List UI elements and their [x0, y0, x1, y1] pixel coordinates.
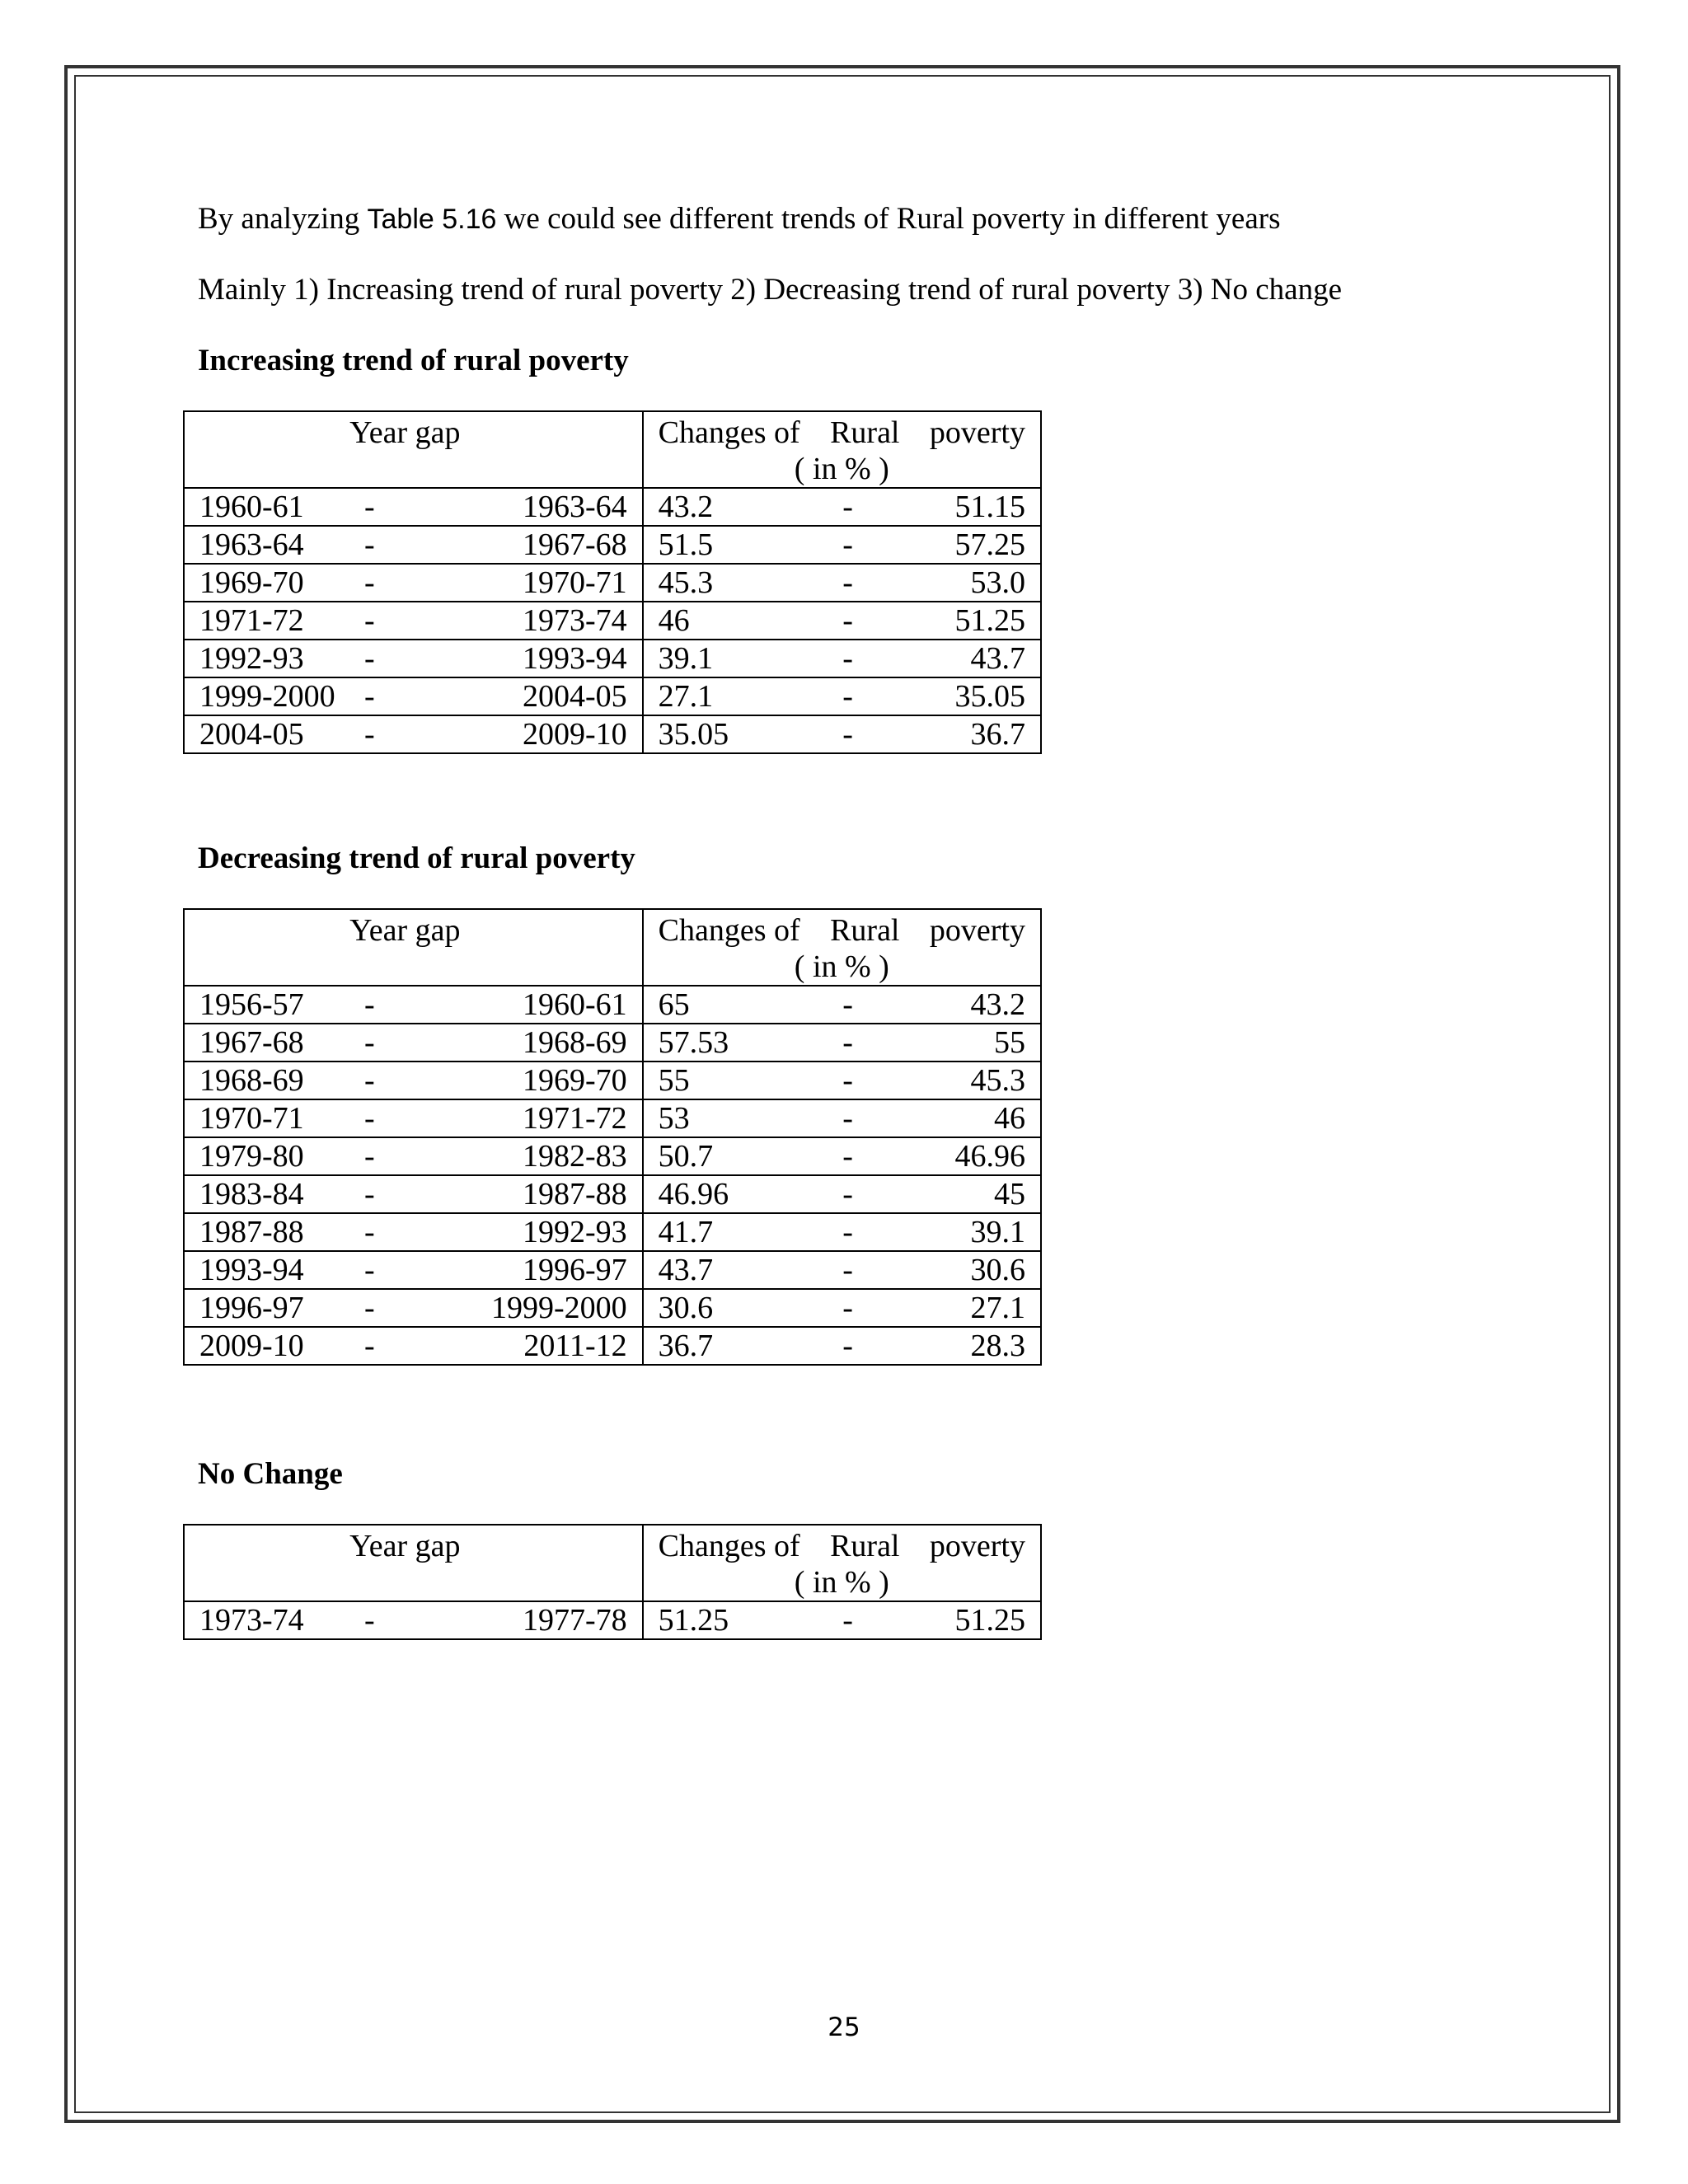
table-row — [184, 1137, 1041, 1175]
table-row — [184, 1213, 1041, 1251]
year-from: 1993-94 — [199, 1253, 304, 1287]
table-row — [184, 1327, 1041, 1365]
year-to: 1993-94 — [522, 641, 627, 676]
year-gap-header-cell — [184, 909, 643, 986]
table-reference: Table 5.16 — [367, 204, 497, 235]
rural-label: Rural — [830, 415, 900, 450]
year-to: 1971-72 — [522, 1101, 627, 1136]
poverty-label: poverty — [929, 415, 1025, 450]
poverty-from: 46 — [658, 603, 690, 638]
unit-label: ( in % ) — [794, 949, 889, 984]
poverty-from: 35.05 — [658, 717, 729, 752]
year-gap-cell — [184, 1601, 643, 1639]
poverty-separator: - — [842, 1063, 853, 1098]
year-gap-cell — [184, 1024, 643, 1062]
year-to: 1992-93 — [522, 1215, 627, 1249]
changes-of-label: Changes of — [658, 415, 800, 450]
table-row — [184, 1062, 1041, 1099]
poverty-change-cell — [643, 1289, 1041, 1327]
poverty-change-cell — [643, 677, 1041, 715]
year-to: 1970-71 — [522, 565, 627, 600]
poverty-change-cell — [643, 1327, 1041, 1365]
table-row — [184, 715, 1041, 753]
poverty-to: 46.96 — [954, 1139, 1025, 1174]
poverty-separator: - — [842, 565, 853, 600]
year-from: 2004-05 — [199, 717, 304, 752]
poverty-separator: - — [842, 1215, 853, 1249]
intro-line-2: Mainly 1) Increasing trend of rural poverty 2) Decreasing trend of rural poverty 3) No change — [198, 273, 1343, 307]
poverty-to: 46 — [994, 1101, 1025, 1136]
table-row — [184, 1099, 1041, 1137]
year-separator: - — [364, 987, 375, 1022]
poverty-separator: - — [842, 1603, 853, 1638]
year-from: 1956-57 — [199, 987, 304, 1022]
poverty-separator: - — [842, 527, 853, 562]
year-from: 1971-72 — [199, 603, 304, 638]
year-from: 1983-84 — [199, 1177, 304, 1212]
year-to: 1969-70 — [522, 1063, 627, 1098]
year-separator: - — [364, 1101, 375, 1136]
year-from: 1987-88 — [199, 1215, 304, 1249]
poverty-from: 50.7 — [658, 1139, 714, 1174]
table-row — [184, 1175, 1041, 1213]
poverty-from: 45.3 — [658, 565, 714, 600]
year-gap-cell — [184, 715, 643, 753]
poverty-from: 53 — [658, 1101, 690, 1136]
poverty-change-cell — [643, 564, 1041, 602]
poverty-separator: - — [842, 1101, 853, 1136]
unit-label: ( in % ) — [794, 1565, 889, 1600]
poverty-to: 45.3 — [970, 1063, 1025, 1098]
year-separator: - — [364, 1139, 375, 1174]
poverty-from: 51.5 — [658, 527, 714, 562]
year-gap-cell — [184, 986, 643, 1024]
year-gap-cell — [184, 1175, 643, 1213]
intro-text-end: we could see different trends of Rural poverty in different years — [496, 202, 1281, 236]
poverty-change-cell — [643, 1175, 1041, 1213]
increasing-heading: Increasing trend of rural poverty — [198, 344, 629, 377]
table-row — [184, 1601, 1041, 1639]
year-to: 2009-10 — [522, 717, 627, 752]
year-separator: - — [364, 527, 375, 562]
table-row — [184, 1024, 1041, 1062]
year-to: 1977-78 — [522, 1603, 627, 1638]
year-separator: - — [364, 1329, 375, 1363]
year-separator: - — [364, 1063, 375, 1098]
poverty-to: 35.05 — [954, 679, 1025, 714]
year-from: 1967-68 — [199, 1025, 304, 1060]
poverty-from: 41.7 — [658, 1215, 714, 1249]
year-separator: - — [364, 1025, 375, 1060]
poverty-from: 55 — [658, 1063, 690, 1098]
year-gap-header-cell — [184, 411, 643, 488]
year-separator: - — [364, 1253, 375, 1287]
intro-text-start: By analyzing — [198, 202, 368, 236]
year-gap-header: Year gap — [349, 913, 461, 948]
table-row — [184, 564, 1041, 602]
year-gap-cell — [184, 602, 643, 640]
poverty-separator: - — [842, 490, 853, 524]
poverty-from: 65 — [658, 987, 690, 1022]
changes-of-label: Changes of — [658, 1529, 800, 1563]
table-header-row — [184, 411, 1041, 488]
poverty-label: poverty — [929, 1529, 1025, 1563]
year-gap-cell — [184, 1137, 643, 1175]
poverty-to: 43.7 — [970, 641, 1025, 676]
poverty-separator: - — [842, 679, 853, 714]
table-row — [184, 602, 1041, 640]
year-separator: - — [364, 641, 375, 676]
nochange-table — [183, 1524, 1042, 1640]
poverty-change-cell — [643, 1213, 1041, 1251]
year-to: 1963-64 — [522, 490, 627, 524]
year-to: 1996-97 — [522, 1253, 627, 1287]
table-row — [184, 1251, 1041, 1289]
table-row — [184, 1289, 1041, 1327]
poverty-from: 57.53 — [658, 1025, 729, 1060]
year-separator: - — [364, 1177, 375, 1212]
poverty-to: 51.25 — [954, 603, 1025, 638]
year-to: 1968-69 — [522, 1025, 627, 1060]
table-header-row — [184, 909, 1041, 986]
year-separator: - — [364, 1291, 375, 1325]
poverty-from: 46.96 — [658, 1177, 729, 1212]
changes-of-label: Changes of — [658, 913, 800, 948]
decreasing-heading: Decreasing trend of rural poverty — [198, 841, 635, 875]
year-separator: - — [364, 490, 375, 524]
year-separator: - — [364, 565, 375, 600]
decreasing-table — [183, 908, 1042, 1366]
poverty-from: 30.6 — [658, 1291, 714, 1325]
table-row — [184, 488, 1041, 526]
year-from: 1960-61 — [199, 490, 304, 524]
poverty-to: 27.1 — [970, 1291, 1025, 1325]
year-to: 2011-12 — [523, 1329, 627, 1363]
year-to: 1973-74 — [522, 603, 627, 638]
poverty-to: 43.2 — [970, 987, 1025, 1022]
intro-line-1 — [198, 204, 1280, 234]
year-to: 1967-68 — [522, 527, 627, 562]
year-gap-cell — [184, 1251, 643, 1289]
year-separator: - — [364, 679, 375, 714]
year-from: 1963-64 — [199, 527, 304, 562]
poverty-to: 28.3 — [970, 1329, 1025, 1363]
changes-header-cell — [643, 1525, 1041, 1601]
poverty-separator: - — [842, 603, 853, 638]
year-from: 1996-97 — [199, 1291, 304, 1325]
poverty-from: 43.2 — [658, 490, 714, 524]
poverty-to: 30.6 — [970, 1253, 1025, 1287]
year-gap-cell — [184, 640, 643, 677]
poverty-to: 55 — [994, 1025, 1025, 1060]
poverty-change-cell — [643, 715, 1041, 753]
year-gap-cell — [184, 1327, 643, 1365]
poverty-to: 39.1 — [970, 1215, 1025, 1249]
poverty-to: 45 — [994, 1177, 1025, 1212]
rural-label: Rural — [830, 1529, 900, 1563]
poverty-to: 51.25 — [954, 1603, 1025, 1638]
year-separator: - — [364, 603, 375, 638]
poverty-separator: - — [842, 1329, 853, 1363]
year-to: 2004-05 — [522, 679, 627, 714]
year-separator: - — [364, 717, 375, 752]
poverty-change-cell — [643, 488, 1041, 526]
year-from: 1992-93 — [199, 641, 304, 676]
poverty-from: 27.1 — [658, 679, 714, 714]
table-row — [184, 677, 1041, 715]
table-row — [184, 986, 1041, 1024]
poverty-to: 51.15 — [954, 490, 1025, 524]
year-from: 1973-74 — [199, 1603, 304, 1638]
year-gap-cell — [184, 1062, 643, 1099]
year-separator: - — [364, 1603, 375, 1638]
poverty-change-cell — [643, 1137, 1041, 1175]
poverty-separator: - — [842, 641, 853, 676]
year-to: 1960-61 — [522, 987, 627, 1022]
year-gap-header: Year gap — [349, 415, 461, 450]
year-gap-header: Year gap — [349, 1529, 461, 1563]
changes-header-cell — [643, 411, 1041, 488]
poverty-from: 43.7 — [658, 1253, 714, 1287]
year-gap-cell — [184, 526, 643, 564]
year-to: 1982-83 — [522, 1139, 627, 1174]
year-gap-cell — [184, 677, 643, 715]
poverty-to: 53.0 — [970, 565, 1025, 600]
poverty-change-cell — [643, 1062, 1041, 1099]
poverty-change-cell — [643, 640, 1041, 677]
year-gap-cell — [184, 1099, 643, 1137]
poverty-change-cell — [643, 1601, 1041, 1639]
nochange-heading: No Change — [198, 1457, 343, 1491]
poverty-change-cell — [643, 986, 1041, 1024]
poverty-change-cell — [643, 526, 1041, 564]
table-header-row — [184, 1525, 1041, 1601]
page-number: 25 — [828, 2013, 860, 2042]
table-row — [184, 526, 1041, 564]
poverty-from: 51.25 — [658, 1603, 729, 1638]
year-gap-cell — [184, 564, 643, 602]
year-to: 1999-2000 — [490, 1291, 627, 1325]
unit-label: ( in % ) — [794, 452, 889, 486]
poverty-label: poverty — [929, 913, 1025, 948]
changes-header-cell — [643, 909, 1041, 986]
year-from: 2009-10 — [199, 1329, 304, 1363]
year-gap-cell — [184, 1289, 643, 1327]
poverty-change-cell — [643, 1251, 1041, 1289]
poverty-change-cell — [643, 602, 1041, 640]
poverty-from: 39.1 — [658, 641, 714, 676]
year-gap-header-cell — [184, 1525, 643, 1601]
poverty-change-cell — [643, 1099, 1041, 1137]
poverty-separator: - — [842, 1253, 853, 1287]
poverty-to: 36.7 — [970, 717, 1025, 752]
year-gap-cell — [184, 1213, 643, 1251]
year-from: 1970-71 — [199, 1101, 304, 1136]
increasing-table — [183, 410, 1042, 754]
poverty-separator: - — [842, 1139, 853, 1174]
poverty-separator: - — [842, 987, 853, 1022]
year-to: 1987-88 — [522, 1177, 627, 1212]
poverty-separator: - — [842, 1177, 853, 1212]
year-from: 1999-2000 — [199, 679, 335, 714]
poverty-change-cell — [643, 1024, 1041, 1062]
poverty-to: 57.25 — [954, 527, 1025, 562]
year-from: 1968-69 — [199, 1063, 304, 1098]
year-separator: - — [364, 1215, 375, 1249]
table-row — [184, 640, 1041, 677]
year-from: 1969-70 — [199, 565, 304, 600]
rural-label: Rural — [830, 913, 900, 948]
poverty-separator: - — [842, 1025, 853, 1060]
poverty-separator: - — [842, 717, 853, 752]
poverty-from: 36.7 — [658, 1329, 714, 1363]
poverty-separator: - — [842, 1291, 853, 1325]
year-from: 1979-80 — [199, 1139, 304, 1174]
year-gap-cell — [184, 488, 643, 526]
